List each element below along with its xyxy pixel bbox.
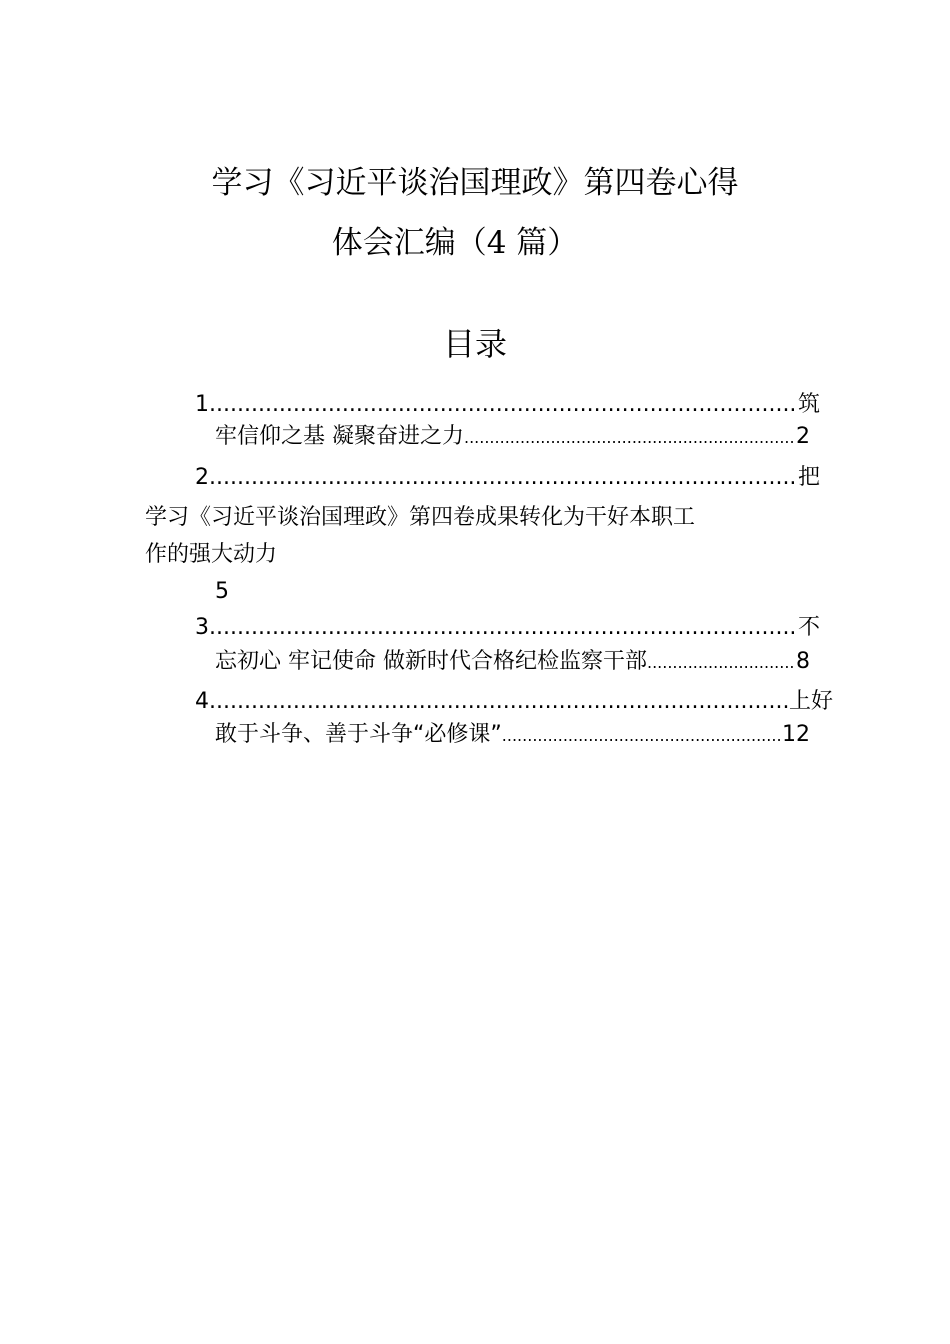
toc-entry-number: 1 (195, 392, 209, 417)
toc-entry-title: 敢于斗争、善于斗争“必修课” (215, 722, 502, 747)
toc-entry-2-title-line-2: 学习《习近平谈治国理政》第四卷成果转化为干好本职工 (145, 505, 696, 530)
toc-entry-3-line-1[interactable] (195, 613, 820, 643)
document-title-line-2: 体会汇编（4 篇） (331, 225, 579, 261)
toc-page-number: 5 (215, 579, 229, 604)
toc-page-number: 2 (796, 424, 810, 449)
toc-leader-dots (647, 648, 796, 677)
toc-entry-2-title-line-3: 作的强大动力 (145, 542, 278, 567)
toc-page-number: 12 (782, 722, 810, 747)
toc-entry-1-line-1[interactable] (195, 390, 820, 420)
toc-page-number: 8 (796, 649, 810, 674)
toc-leader-dots (464, 423, 796, 452)
toc-entry-1-line-2[interactable] (215, 422, 810, 452)
toc-entry-number: 3 (195, 615, 209, 640)
toc-entry-number: 2 (195, 465, 209, 490)
document-title-line-1: 学习《习近平谈治国理政》第四卷心得 (211, 165, 739, 201)
toc-entry-3-line-2[interactable] (215, 647, 810, 677)
toc-leader-dots (502, 721, 782, 750)
toc-entry-title-start: 不 (797, 615, 820, 640)
toc-entry-title-start: 把 (797, 465, 820, 490)
toc-heading: 目录 (442, 325, 507, 363)
toc-leader-dots (209, 687, 789, 717)
toc-entry-number: 4 (195, 689, 209, 714)
toc-leader-dots (209, 463, 798, 493)
toc-entry-title: 牢信仰之基 凝聚奋进之力 (215, 424, 464, 449)
toc-leader-dots (209, 613, 798, 643)
toc-entry-title-start: 筑 (797, 392, 820, 417)
toc-entry-title: 忘初心 牢记使命 做新时代合格纪检监察干部 (215, 649, 647, 674)
toc-entry-2-line-1[interactable] (195, 463, 820, 493)
toc-leader-dots (209, 390, 798, 420)
toc-entry-title-start: 上好 (788, 689, 833, 714)
toc-entry-4-line-1[interactable] (195, 687, 833, 717)
toc-entry-4-line-2[interactable] (215, 720, 810, 750)
